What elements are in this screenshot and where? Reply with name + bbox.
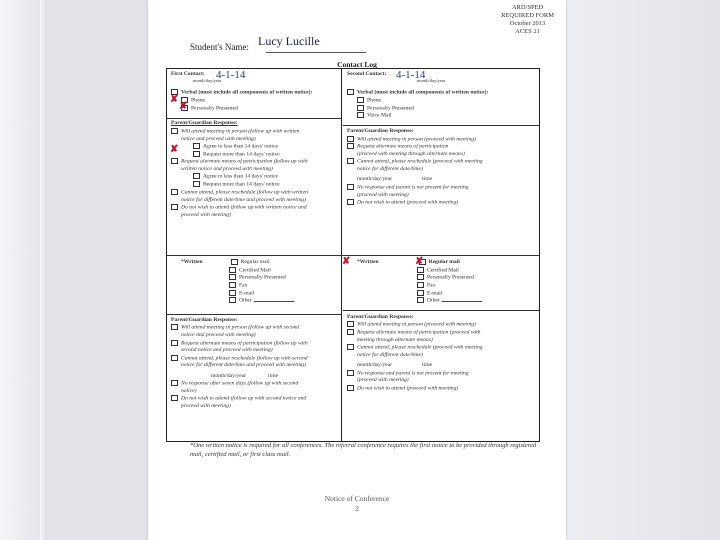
option-label: Will attend meeting in person (proceed with meeting) (357, 135, 476, 142)
option-label: Request alternate means of participation (follow up with (181, 158, 308, 165)
second-contact-label: Second Contact: (347, 71, 387, 77)
right-margin (565, 0, 720, 540)
option-label: Personally Presented (191, 105, 238, 112)
page-number: 2 (355, 504, 359, 513)
checkbox[interactable] (347, 321, 354, 327)
checkbox[interactable] (417, 297, 424, 303)
page-title: Contact Log (337, 60, 377, 69)
written-cell-left (171, 259, 341, 305)
checkbox[interactable] (357, 112, 364, 118)
header-line: ACES 21 (515, 28, 540, 35)
checkbox[interactable] (357, 105, 364, 111)
first-date-sub: month/day/year (193, 78, 222, 84)
header-line: REQUIRED FORM (501, 12, 554, 19)
first-contact-cell (171, 71, 341, 219)
option-label: (proceed with meeting through alternate means) (357, 150, 465, 157)
left-sidebar (0, 0, 40, 540)
checkbox[interactable] (417, 267, 424, 273)
option-label: Regular mail (240, 259, 270, 266)
checkbox[interactable] (229, 282, 236, 288)
checkbox[interactable] (229, 290, 236, 296)
option-label: Certified Mail (239, 266, 271, 273)
verbal-label: Verbal (must include all components of written notice): (181, 89, 313, 96)
checkbox[interactable] (171, 340, 178, 346)
checkbox[interactable] (171, 204, 178, 210)
option-label: Cannot attend, please reschedule (follow up with second (181, 354, 308, 361)
response-heading: Parent/Guardian Response: (347, 128, 414, 135)
option-label: Do not wish to attend (proceed with meeting) (357, 199, 459, 206)
x-mark-icon: ✘ (170, 144, 179, 155)
response-heading: Parent/Guardian Response: (171, 120, 238, 127)
option-label: Will attend meeting in person (follow up with second (181, 324, 300, 331)
x-mark-icon: ✘ (179, 101, 188, 112)
section-divider (167, 314, 341, 315)
first-contact-date[interactable]: 4-1-14 (216, 69, 246, 81)
checkbox[interactable] (347, 184, 354, 190)
option-label: Do not wish to attend (follow up with second notice and (181, 395, 307, 402)
option-label: No response and parent is not present for meeting (357, 184, 469, 191)
option-label: meeting through alternate means) (357, 336, 433, 343)
option-label: Other (239, 297, 252, 304)
first-contact-label: First Contact: (171, 71, 205, 77)
option-label: (proceed with meeting) (357, 377, 409, 384)
response-heading: Parent/Guardian Response: (347, 314, 414, 320)
written-label: *Written (357, 259, 379, 266)
checkbox[interactable] (357, 97, 364, 103)
checkbox[interactable] (417, 290, 424, 296)
checkbox[interactable] (193, 151, 200, 157)
contact-log-table (166, 68, 540, 442)
x-mark-icon: ✘ (342, 256, 351, 267)
date-label: month/day/year (357, 176, 393, 183)
option-label: Cannot attend, please reschedule (proceed with meeting (357, 344, 483, 351)
other-line (442, 301, 482, 302)
student-name-line (266, 52, 366, 53)
header-line: October 2013 (509, 20, 546, 27)
checkbox[interactable] (171, 189, 178, 195)
checkbox[interactable] (347, 199, 354, 205)
option-label: notice) (181, 387, 197, 394)
response-cell-left (171, 317, 341, 410)
option-label: Will attend meeting in person (proceed with meeting) (357, 321, 476, 328)
student-name-label: Student's Name: (190, 42, 249, 52)
option-label: Request alternate means of participation (proceed with (357, 329, 481, 336)
second-date-sub: month/day/year (417, 78, 446, 84)
option-label: Certified Mail (427, 266, 459, 273)
option-label: notice for different date/time) (357, 351, 423, 358)
checkbox[interactable] (417, 282, 424, 288)
x-mark-icon: ✘ (415, 256, 424, 267)
checkbox[interactable] (229, 267, 236, 273)
checkbox[interactable] (347, 329, 354, 335)
checkbox[interactable] (347, 143, 354, 149)
option-label: E-mail (239, 290, 255, 297)
option-label: Fax (427, 282, 436, 289)
checkbox[interactable] (347, 370, 354, 376)
sidebar-separator (40, 0, 46, 540)
option-label: Request alternate means of participation (357, 143, 449, 150)
checkbox[interactable] (171, 355, 178, 361)
option-label: written notice and proceed with meeting) (181, 166, 273, 173)
written-cell-right (347, 259, 537, 305)
option-label: No response after seven days (follow up with second (181, 380, 299, 387)
option-label: Personally Presented (427, 274, 474, 281)
option-label: Regular mail (428, 259, 460, 266)
section-divider (343, 310, 539, 311)
checkbox[interactable] (229, 274, 236, 280)
option-label: Request more than 14 days' notice (203, 181, 280, 188)
option-label: notice and proceed with meeting) (181, 135, 256, 142)
header-line: ARD/SPED (511, 4, 544, 11)
checkbox[interactable] (171, 324, 178, 330)
document-page (148, 0, 566, 540)
checkbox[interactable] (193, 181, 200, 187)
checkbox[interactable] (347, 385, 354, 391)
option-label: second notice and proceed with meeting) (181, 347, 273, 354)
checkbox[interactable] (171, 380, 178, 386)
checkbox[interactable] (231, 259, 238, 265)
option-label: notice for different date/time and proceed with meeting) (181, 196, 306, 203)
option-label: notice for different date/time and proceed with meeting) (181, 362, 306, 369)
checkbox[interactable] (347, 158, 354, 164)
x-mark-icon: ✘ (170, 94, 179, 105)
checkbox[interactable] (229, 297, 236, 303)
option-label: Phone (367, 97, 381, 104)
option-label: Phone (191, 97, 205, 104)
time-label: time (422, 362, 433, 369)
checkbox[interactable] (171, 128, 178, 134)
option-label: Cannot attend, please reschedule (proceed with meeting (357, 158, 483, 165)
footer-title: Notice of Conference (324, 494, 390, 503)
response-heading: Parent/Guardian Response: (171, 317, 238, 323)
written-label: *Written (181, 259, 203, 266)
option-label: Fax (239, 282, 248, 289)
student-name-value[interactable]: Lucy Lucille (258, 34, 320, 48)
option-label: Do not wish to attend (follow up with written notice and (181, 204, 307, 211)
option-label: Agree to less than 14 days' notice (203, 143, 278, 150)
option-label: notice for different date/time) (357, 166, 423, 173)
option-label: Cannot attend, please reschedule (follow up with written (181, 189, 308, 196)
time-label: time (422, 176, 433, 183)
response-cell-right (347, 314, 537, 392)
checkbox[interactable] (417, 274, 424, 280)
option-label: No response and parent is not present for meeting (357, 369, 469, 376)
option-label: Voice Mail (367, 112, 392, 119)
option-label: Personally Presented (367, 105, 414, 112)
other-line (254, 301, 294, 302)
form-header-right (501, 4, 554, 36)
time-label: time (268, 372, 279, 379)
option-label: proceed with meeting) (181, 211, 231, 218)
second-contact-date[interactable]: 4-1-14 (396, 69, 426, 81)
option-label: notice and proceed with meeting) (181, 332, 256, 339)
footnote: *One written notice is required for all conferences. The referral conference requires the first notice to be provided through registered mail, certified mail, or first class mail. (190, 442, 537, 458)
verbal-label: Verbal (must include all components of written notice): (357, 89, 489, 96)
date-label: month/day/year (357, 362, 393, 369)
checkbox[interactable] (193, 143, 200, 149)
checkbox[interactable] (347, 344, 354, 350)
checkbox[interactable] (171, 395, 178, 401)
option-label: Other (427, 297, 440, 304)
option-label: proceed with meeting) (181, 402, 231, 409)
option-label: Personally Presented (239, 274, 286, 281)
option-label: (proceed with meeting) (357, 191, 409, 198)
date-label: month/day/year (211, 372, 247, 379)
option-label: Do not wish to attend (proceed with meeting) (357, 385, 459, 392)
checkbox[interactable] (171, 158, 178, 164)
option-label: Request more than 14 days' notice (203, 150, 280, 157)
checkbox[interactable] (347, 89, 354, 95)
option-label: Will attend meeting in person (follow up with written (181, 128, 300, 135)
second-contact-cell (347, 71, 537, 207)
row-divider (167, 255, 539, 256)
option-label: E-mail (427, 290, 443, 297)
option-label: Request alternate means of participation (follow up with (181, 339, 308, 346)
checkbox[interactable] (347, 136, 354, 142)
checkbox[interactable] (193, 173, 200, 179)
option-label: Agree to less than 14 days' notice (203, 173, 278, 180)
